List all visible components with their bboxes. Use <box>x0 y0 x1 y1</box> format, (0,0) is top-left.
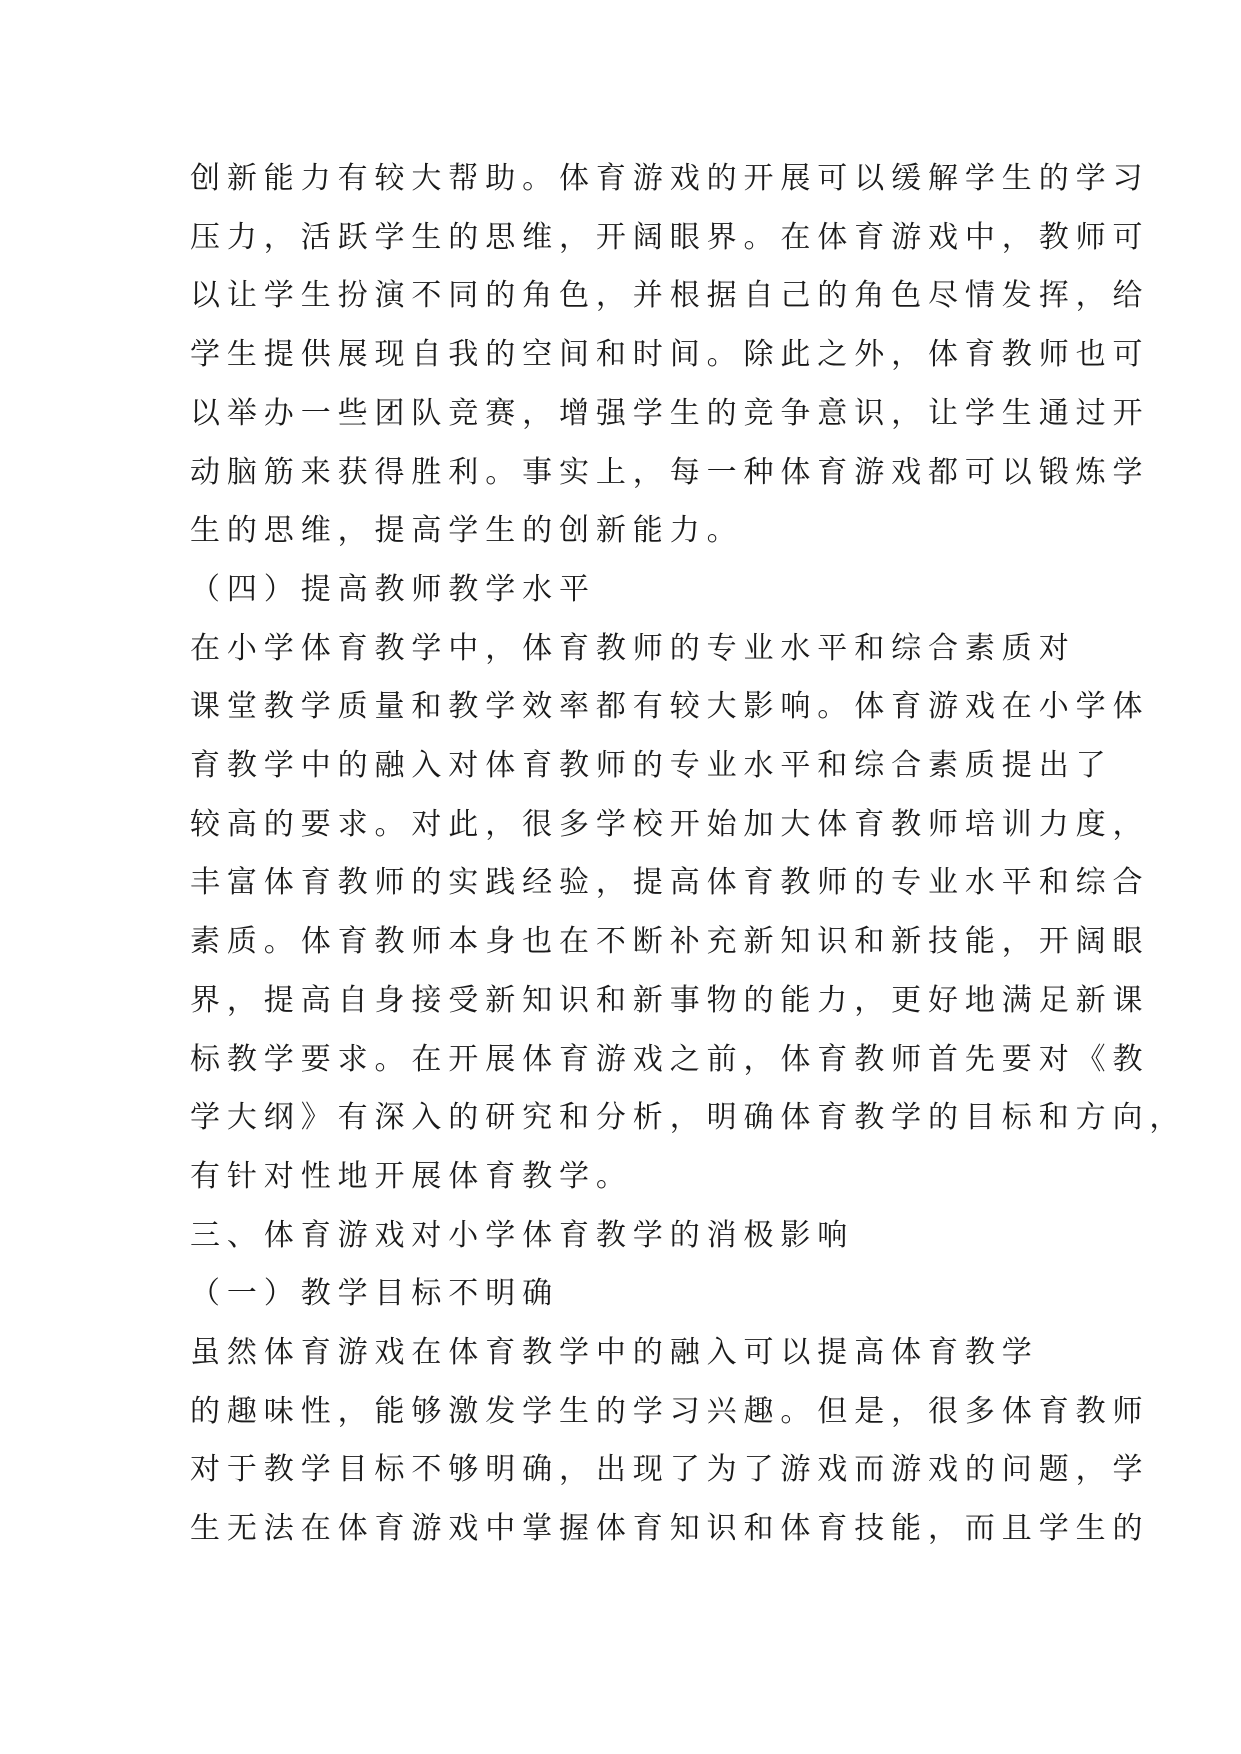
section-heading-1: （一）教学目标不明确 <box>190 1276 559 1312</box>
text-line: 压力，活跃学生的思维，开阔眼界。在体育游戏中，教师可 <box>190 219 1150 255</box>
paragraph-creativity <box>190 150 1150 561</box>
text-line: 以让学生扮演不同的角色，并根据自己的角色尽情发挥，给 <box>190 278 1150 314</box>
text-line: 动脑筋来获得胜利。事实上，每一种体育游戏都可以锻炼学 <box>190 454 1150 490</box>
text-line: 较高的要求。对此，很多学校开始加大体育教师培训力度， <box>190 806 1150 842</box>
paragraph-teacher-level <box>190 620 1187 1207</box>
text-line: 育教学中的融入对体育教师的专业水平和综合素质提出了 <box>190 748 1113 784</box>
text-line: 标教学要求。在开展体育游戏之前，体育教师首先要对《教 <box>190 1041 1150 1077</box>
text-line: 生的思维，提高学生的创新能力。 <box>190 513 744 549</box>
text-line: 的趣味性，能够激发学生的学习兴趣。但是，很多体育教师 <box>190 1393 1150 1429</box>
section-heading-4: （四）提高教师教学水平 <box>190 571 596 607</box>
text-line: 学生提供展现自我的空间和时间。除此之外，体育教师也可 <box>190 337 1150 373</box>
text-line: 有针对性地开展体育教学。 <box>190 1158 633 1194</box>
text-line: 素质。体育教师本身也在不断补充新知识和新技能，开阔眼 <box>190 924 1150 960</box>
text-line: 学大纲》有深入的研究和分析，明确体育教学的目标和方向， <box>190 1100 1187 1136</box>
chapter-heading-3: 三、体育游戏对小学体育教学的消极影响 <box>190 1217 855 1253</box>
text-line: 对于教学目标不够明确，出现了为了游戏而游戏的问题，学 <box>190 1452 1150 1488</box>
text-line: 丰富体育教师的实践经验，提高体育教师的专业水平和综合 <box>190 865 1150 901</box>
paragraph-unclear-goals <box>190 1324 1150 1559</box>
text-line: 生无法在体育游戏中掌握体育知识和体育技能，而且学生的 <box>190 1511 1150 1547</box>
document-body <box>190 150 1187 1559</box>
text-line: 以举办一些团队竞赛，增强学生的竞争意识，让学生通过开 <box>190 395 1150 431</box>
text-line: 在小学体育教学中，体育教师的专业水平和综合素质对 <box>190 630 1076 666</box>
text-line: 课堂教学质量和教学效率都有较大影响。体育游戏在小学体 <box>190 689 1150 725</box>
text-line: 界，提高自身接受新知识和新事物的能力，更好地满足新课 <box>190 982 1150 1018</box>
text-line: 虽然体育游戏在体育教学中的融入可以提高体育教学 <box>190 1335 1039 1371</box>
text-line: 创新能力有较大帮助。体育游戏的开展可以缓解学生的学习 <box>190 161 1150 196</box>
